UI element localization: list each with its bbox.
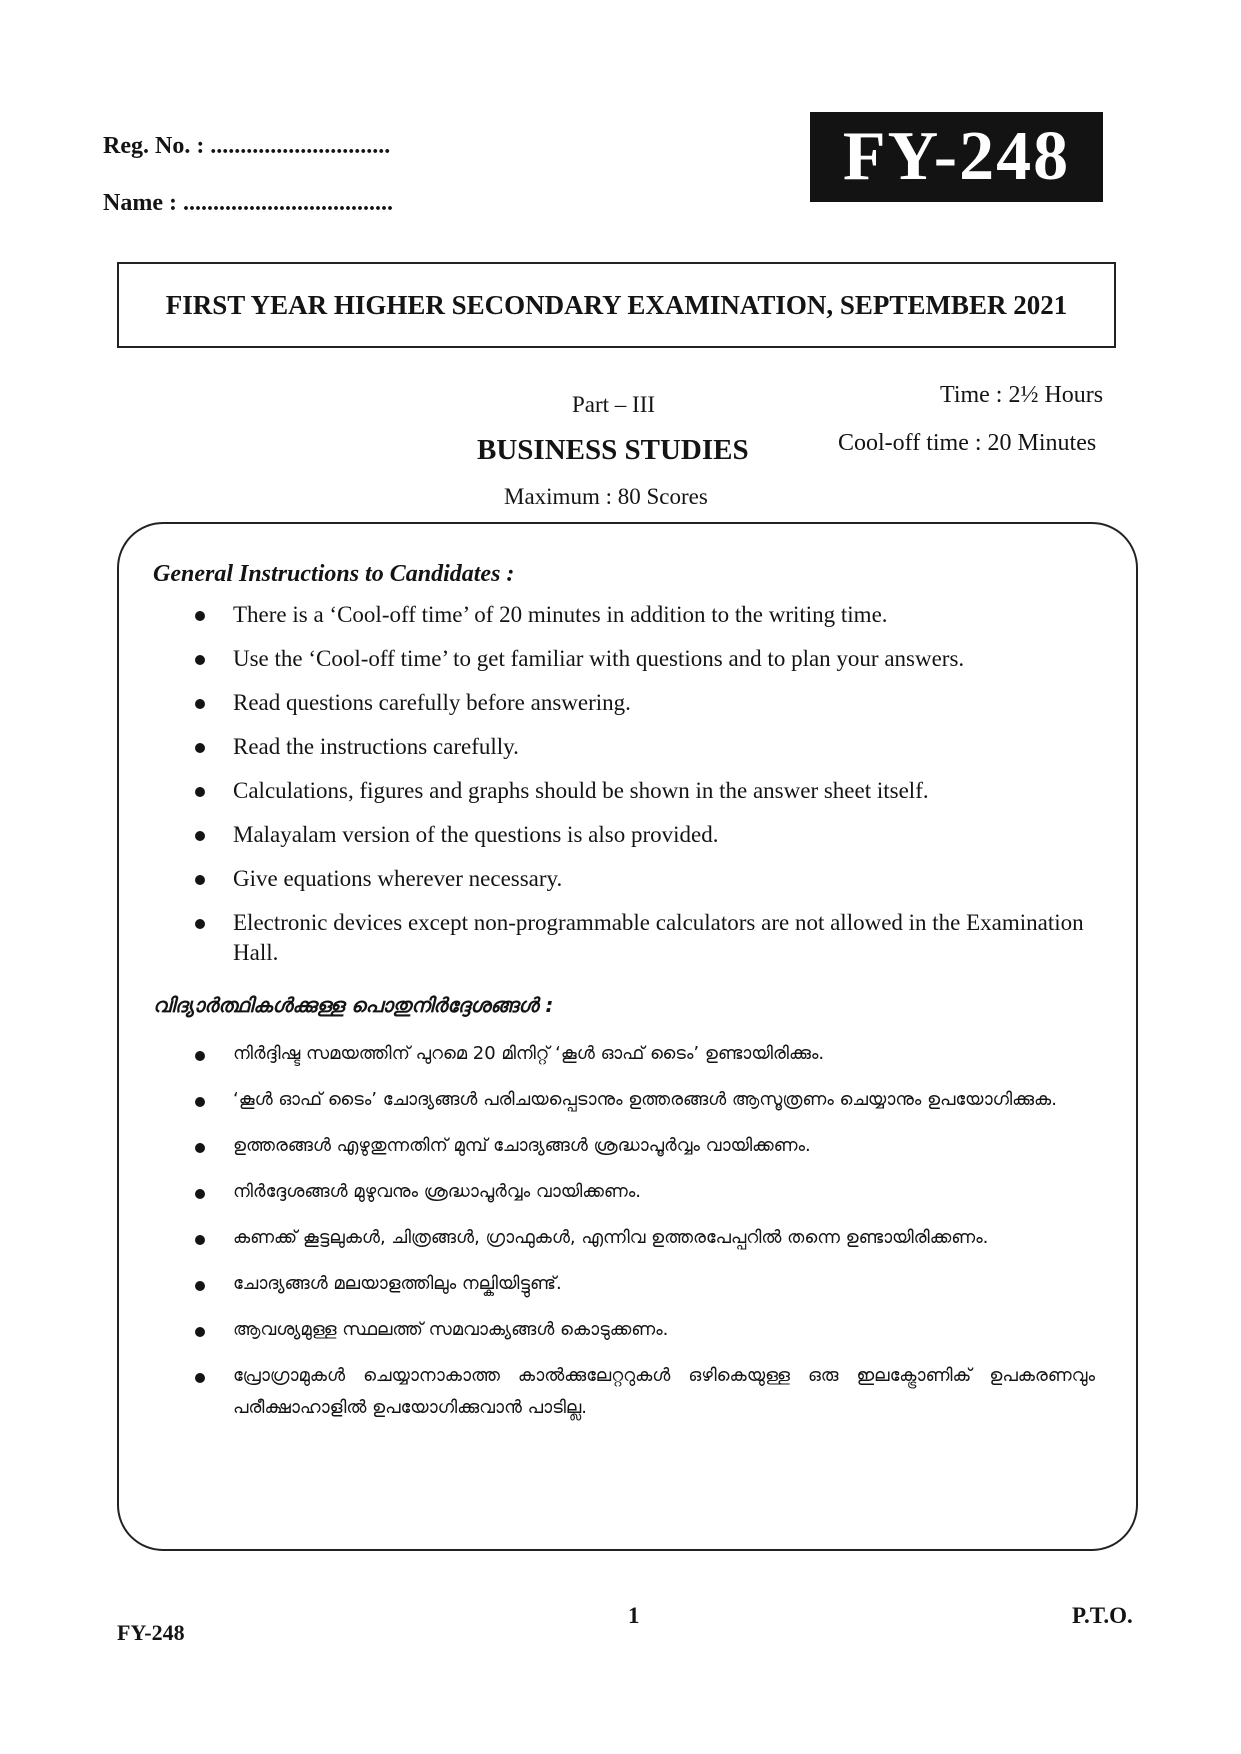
reg-no-field: Reg. No. : ..............................	[103, 133, 391, 159]
footer-paper-code: FY-248	[117, 1620, 185, 1645]
subject-title: BUSINESS STUDIES	[477, 434, 749, 466]
maximum-score: Maximum : 80 Scores	[504, 484, 708, 509]
instructions-heading-en: General Instructions to Candidates :	[153, 561, 515, 587]
instruction-item-ml: കണക്ക് കൂട്ടലുകൾ, ചിത്രങ്ങൾ, ഗ്രാഫുകൾ, എന്നിവ ഉത്തരപേപ്പറിൽ തന്നെ ഉണ്ടായിരിക്കണം.	[195, 1222, 1095, 1254]
instruction-item-ml: നിർദ്ദിഷ്ട സമയത്തിന് പുറമെ 20 മിനിറ്റ് ‘കൂൾ ഓഫ് ടൈം’ ഉണ്ടായിരിക്കും.	[195, 1038, 1095, 1070]
instruction-item-ml: ഉത്തരങ്ങൾ എഴുതുന്നതിന് മുമ്പ് ചോദ്യങ്ങൾ ശ്രദ്ധാപൂർവ്വം വായിക്കണം.	[195, 1130, 1095, 1162]
instruction-item: There is a ‘Cool-off time’ of 20 minutes in addition to the writing time.	[195, 600, 1095, 630]
exam-duration: Time : 2½ Hours	[940, 382, 1104, 408]
instruction-item: Give equations wherever necessary.	[195, 864, 1095, 894]
page-number: 1	[628, 1603, 640, 1628]
name-field: Name : ...................................	[103, 190, 393, 216]
exam-title-box	[117, 262, 1116, 348]
instruction-item: Malayalam version of the questions is also provided.	[195, 820, 1095, 850]
instruction-item: Calculations, figures and graphs should be shown in the answer sheet itself.	[195, 776, 1095, 806]
instruction-item: Read the instructions carefully.	[195, 732, 1095, 762]
instruction-item-ml: ചോദ്യങ്ങൾ മലയാളത്തിലും നല്കിയിട്ടുണ്ട്.	[195, 1268, 1095, 1300]
instruction-item: Use the ‘Cool-off time’ to get familiar with questions and to plan your answers.	[195, 644, 1095, 674]
instructions-heading-ml: വിദ്യാർത്ഥികൾക്കുള്ള പൊതുനിർദ്ദേശങ്ങൾ :	[153, 993, 554, 1017]
instructions-list-ml	[195, 1038, 1095, 1438]
paper-code-badge: FY-248	[810, 112, 1103, 202]
instruction-item-ml: നിർദ്ദേശങ്ങൾ മുഴുവനും ശ്രദ്ധാപൂർവ്വം വായിക്കണം.	[195, 1176, 1095, 1208]
instruction-item: Electronic devices except non-programmable calculators are not allowed in the Examination Hall.	[195, 908, 1095, 968]
cool-off-time: Cool-off time : 20 Minutes	[838, 430, 1097, 456]
exam-title: FIRST YEAR HIGHER SECONDARY EXAMINATION, SEPTEMBER 2021	[165, 289, 1068, 320]
instruction-item: Read questions carefully before answering.	[195, 688, 1095, 718]
pto-label: P.T.O.	[1072, 1603, 1133, 1628]
instruction-item-ml: ‘കൂൾ ഓഫ് ടൈം’ ചോദ്യങ്ങൾ പരിചയപ്പെടാനും ഉത്തരങ്ങൾ ആസൂത്രണം ചെയ്യാനും ഉപയോഗിക്കുക.	[195, 1084, 1095, 1116]
paper-part: Part – III	[572, 392, 656, 417]
instructions-list-en	[195, 600, 1095, 982]
instruction-item-ml: പ്രോഗ്രാമുകൾ ചെയ്യാനാകാത്ത കാൽക്കുലേറ്ററുകൾ ഒഴികെയുള്ള ഒരു ഇലക്ട്രോണിക് ഉപകരണവും പരീക്ഷാഹാളിൽ ഉപയോഗിക്കുവാൻ പാടില്ല.	[195, 1360, 1095, 1424]
instruction-item-ml: ആവശ്യമുള്ള സ്ഥലത്ത് സമവാക്യങ്ങൾ കൊടുക്കണം.	[195, 1314, 1095, 1346]
